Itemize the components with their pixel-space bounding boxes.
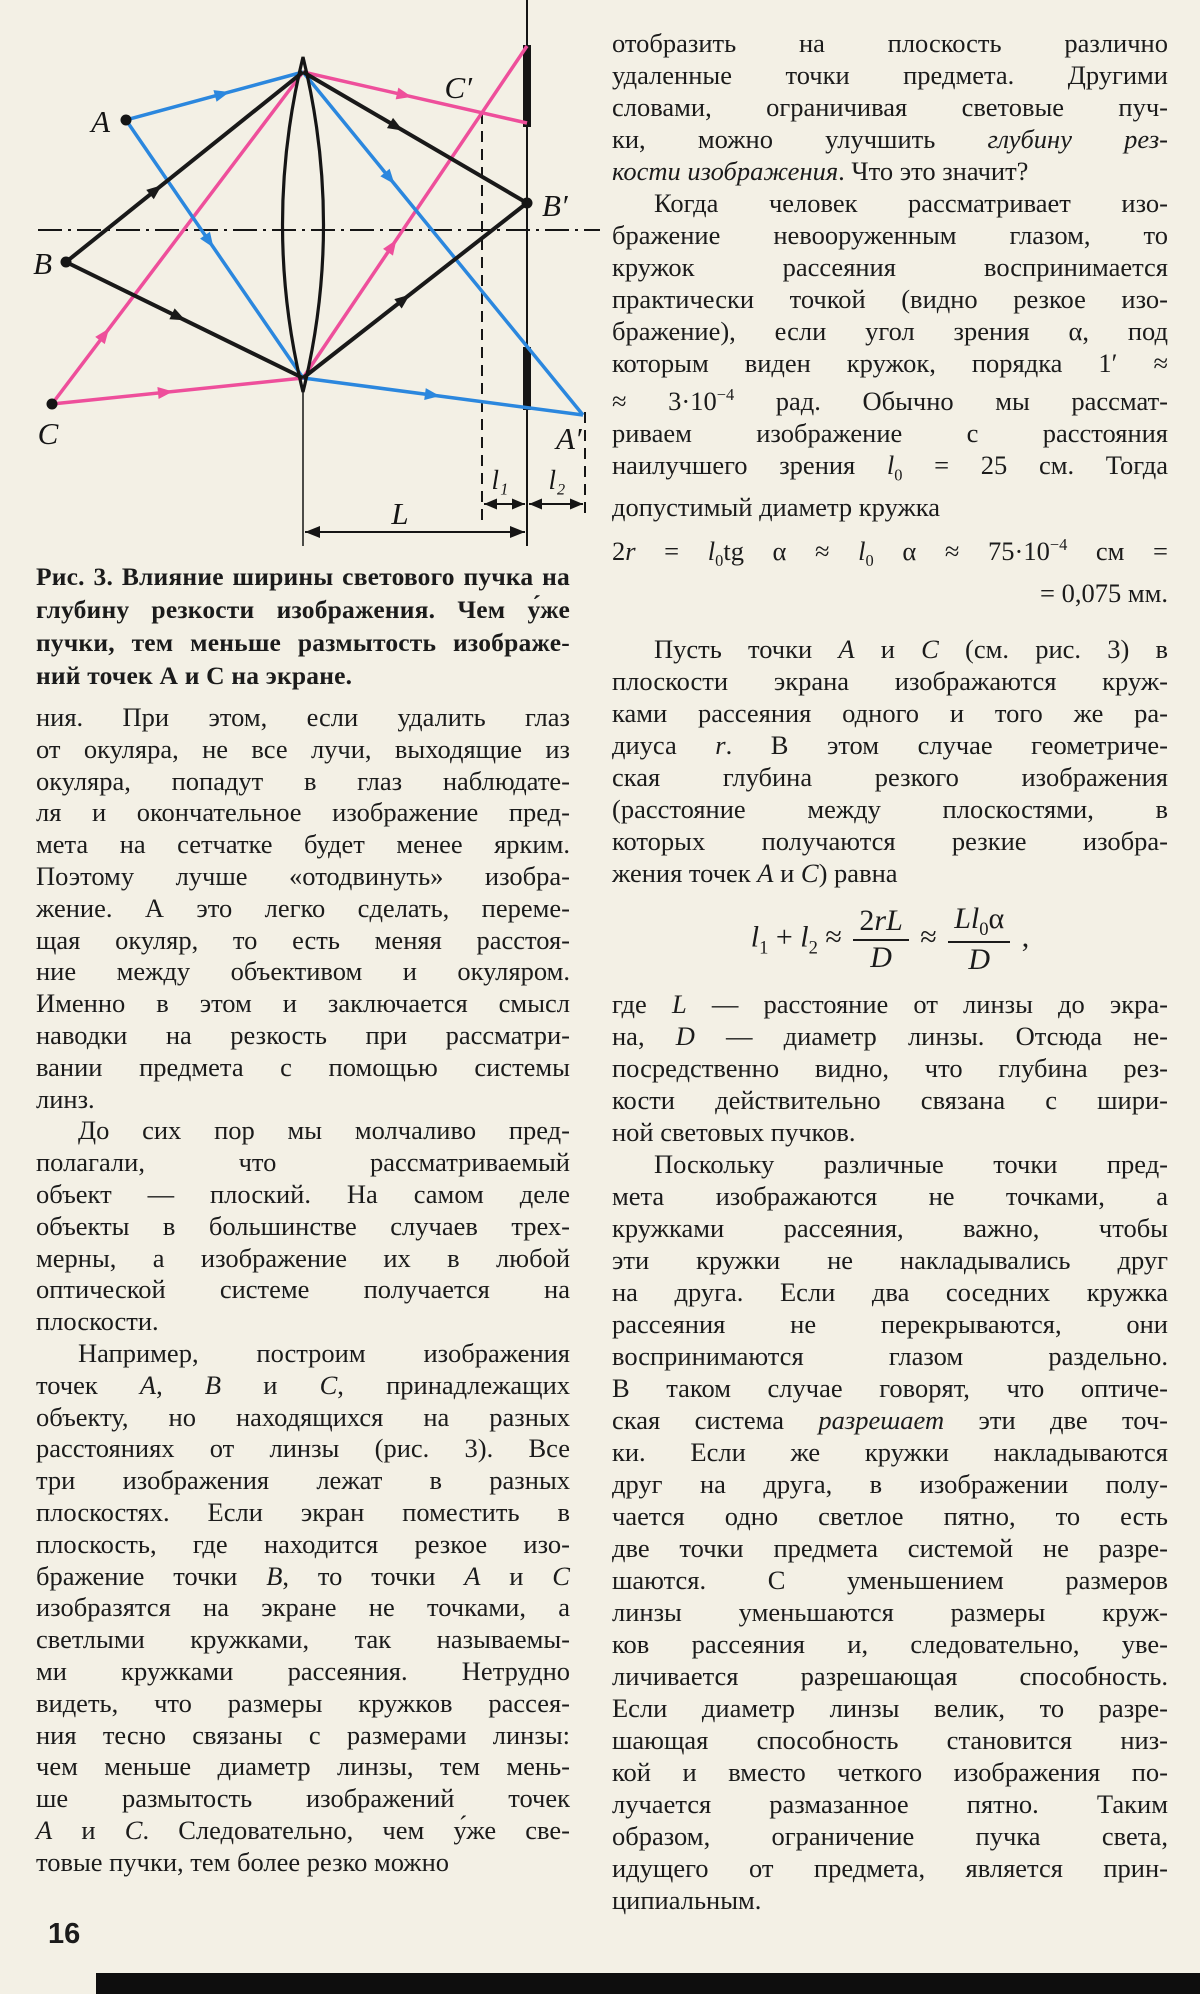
text-line: плоскость, где находится резкое изо- [36,1528,570,1559]
text-line: две точки предмета системой не разре- [612,1533,1168,1564]
text-line: ний точек А и С на экране. [36,661,353,690]
label-L: L [391,496,409,531]
label-point-a: A [91,104,110,139]
text-line: практически точкой (видно резкое изо- [612,284,1168,314]
text-line: ше размытость изображений точек [36,1783,570,1814]
text-line: светлыми кружками, так называемы- [36,1624,570,1655]
text-line: которым виден кружок, порядка 1′ ≈ [612,348,1168,378]
text-line: наводки на резкость при рассматри- [36,1019,570,1050]
text-line: видеть, что размеры кружков рассея- [36,1687,570,1718]
rays-from-a [126,72,583,415]
label-point-b-image: B′ [542,188,568,223]
text-line: ми кружками рассеяния. Нетрудно [36,1655,570,1686]
text-line: объект — плоский. На самом деле [36,1178,570,1209]
text-line: До сих пор мы молчаливо пред- [78,1115,570,1146]
text-line: щая окуляр, то есть меняя расстоя- [36,924,570,955]
text-line: ки. Если же кружки накладываются [612,1437,1168,1468]
text-line: плоскостях. Если экран поместить в [36,1496,570,1527]
text-line: объекту, но находящихся на разных [36,1401,570,1432]
text-line: кости действительно связана с шири- [612,1085,1168,1116]
text-line: ками рассеяния одного и того же ра- [612,698,1168,729]
scan-edge-bar [96,1973,1200,1994]
label-point-b: B [33,246,52,281]
lens [283,57,324,392]
text-line: кости изображения. Что это значит? [612,156,1029,186]
text-line: линз. [36,1083,95,1114]
text-line: эти кружки не накладывались друг [612,1245,1168,1276]
label-l1: l₁ [491,465,509,495]
text-line: пучки, тем меньше размытость изображе- [36,628,570,657]
text-line: окуляра, попадут в глаз наблюдате- [36,765,570,796]
text-line: кой и вместо четкого изображения по- [612,1757,1168,1788]
text-line: шаются. С уменьшением размеров [612,1565,1168,1596]
text-line: чается одно светлое пятно, то есть [612,1501,1168,1532]
text-line: рассеяния не перекрываются, они [612,1309,1168,1340]
text-line: удаленные точки предмета. Другими [612,60,1168,90]
text-line: ния тесно связаны с размерами линзы: [36,1719,570,1750]
figure-caption [36,560,570,692]
left-column [36,702,570,1878]
figure-ray-diagram [0,0,612,570]
text-line: ципиальным. [612,1885,762,1916]
text-line: плоскости экрана изображаются круж- [612,666,1168,697]
text-line: личивается разрешающая способность. [612,1661,1168,1692]
text-line: ская глубина резкого изображения [612,762,1168,793]
text-line: Рис. 3. Влияние ширины светового пучка на [36,562,570,591]
text-line: риваем изображение с расстояния [612,417,1168,448]
text-line: глубину резкости изображения. Чем у́же [36,595,570,624]
label-point-c-image: C′ [444,70,472,105]
text-line: ной световых пучков. [612,1117,856,1148]
text-line: воспринимаются глазом раздельно. [612,1341,1168,1372]
text-line: расстояниях от линзы (рис. 3). Все [36,1433,570,1464]
text-line: бражение точки В, то точки А и С [36,1560,570,1591]
label-point-c: C [37,416,59,451]
text-line: изобразятся на экране не точками, а [36,1592,570,1623]
text-line: полагали, что рассматриваемый [36,1147,570,1178]
text-line: $l_1 + l_2$ ≈ $\frac{2rL}{D}$ ≈ $\frac{Ll_0\alpha}{D}$ , [750,902,1030,976]
rays-from-b-arrows [146,118,413,326]
text-line: ская система разрешает эти две точ- [612,1405,1169,1436]
text-line: которых получаются резкие изобра- [612,826,1168,857]
dimension-l1 [484,499,525,510]
text-line: ние между объективом и окуляром. [36,956,570,987]
text-line: мета изображаются не точками, а [612,1181,1168,1212]
point-b [61,257,72,268]
text-line: кружками рассеяния, важно, чтобы [612,1213,1168,1244]
page-number: 16 [48,1918,81,1950]
text-line: объекты в большинстве случаев трех- [36,1210,570,1241]
text-line: бражение), если угол зрения α, под [612,316,1168,346]
text-line: шающая способность становится низ- [612,1725,1168,1756]
text-line: вании предмета с помощью системы [36,1051,570,1082]
text-line: = 0,075 мм. [1040,578,1168,609]
label-l2: l₂ [548,465,566,495]
dimension-L [305,526,525,538]
text-line: друг на друга, в изображении полу- [612,1469,1168,1500]
text-line: словами, ограничивая световые пуч- [612,92,1168,122]
text-line: три изображения лежат в разных [36,1465,570,1496]
text-line: Если диаметр линзы велик, то разре- [612,1693,1168,1724]
text-line: ля и окончательное изображение пред- [36,797,570,828]
text-line: от окуляра, не все лучи, выходящие из [36,733,570,764]
text-line: линзы уменьшаются размеры круж- [612,1597,1168,1628]
text-line: посредственно видно, что глубина рез- [612,1053,1168,1084]
text-line: диуса r. В этом случае геометриче- [612,730,1168,761]
text-line: ≈ $3\cdot 10^{-4}$ рад. Обычно мы рассмат- [612,385,1168,416]
text-line: жения точек А и С) равна [612,858,898,889]
text-line: отобразить на плоскость различно [612,28,1168,58]
text-line: $2r = l_0tg$ $\alpha \approx l_0$ $\alpha \approx 75\cdot 10^{-4}$ см = [612,535,1168,571]
text-line: Именно в этом и заключается смысл [36,988,570,1019]
point-c [47,399,58,410]
text-line: плоскости. [36,1306,159,1337]
text-line: точек А, В и С, принадлежащих [36,1369,571,1400]
text-line: лучается размазанное пятно. Таким [612,1789,1168,1820]
text-line: оптической системе получается на [36,1274,570,1305]
text-line: (расстояние между плоскостями, в [612,794,1168,825]
text-line: кружок рассеяния воспринимается [612,252,1168,282]
dimension-l2 [529,499,583,510]
right-column [612,27,1168,1916]
text-line: наилучшего зрения $l_0 = 25$ см. Тогда [612,449,1169,485]
text-line: Пусть точки А и С (см. рис. 3) в [654,634,1169,665]
text-line: ки, можно улучшить глубину рез- [612,124,1168,154]
label-point-a-image: A′ [556,421,582,456]
point-b-image [522,198,533,209]
text-line: идущего от предмета, является прин- [612,1853,1168,1884]
text-line: Например, построим изображения [78,1337,570,1368]
text-line: Поэтому лучше «отодвинуть» изобра- [36,860,570,891]
text-line: образом, ограничение пучка света, [612,1821,1168,1852]
text-line: Когда человек рассматривает изо- [654,188,1168,218]
text-line: бражение невооруженным глазом, то [612,220,1168,250]
point-a [121,115,132,126]
text-line: Поскольку различные точки пред- [654,1149,1168,1180]
text-line: товые пучки, тем более резко можно [36,1846,450,1877]
text-line: жение. А это легко сделать, переме- [36,892,570,923]
text-line: мета на сетчатке будет менее ярким. [36,829,570,860]
text-line: В таком случае говорят, что оптиче- [612,1373,1168,1404]
text-line: ния. При этом, если удалить глаз [36,702,570,732]
text-line: где L — расстояние от линзы до экра- [612,989,1168,1020]
text-line: А и С. Следовательно, чем у́же све- [36,1814,570,1845]
text-line: ков рассеяния и, следовательно, уве- [612,1629,1168,1660]
text-line: мерны, а изображение их в любой [36,1242,570,1273]
text-line: на друга. Если два соседних кружка [612,1277,1168,1308]
text-line: допустимый диаметр кружка [612,492,941,523]
text-line: на, D — диаметр линзы. Отсюда не- [612,1021,1168,1052]
text-line: чем меньше диаметр линзы, тем мень- [36,1751,570,1782]
